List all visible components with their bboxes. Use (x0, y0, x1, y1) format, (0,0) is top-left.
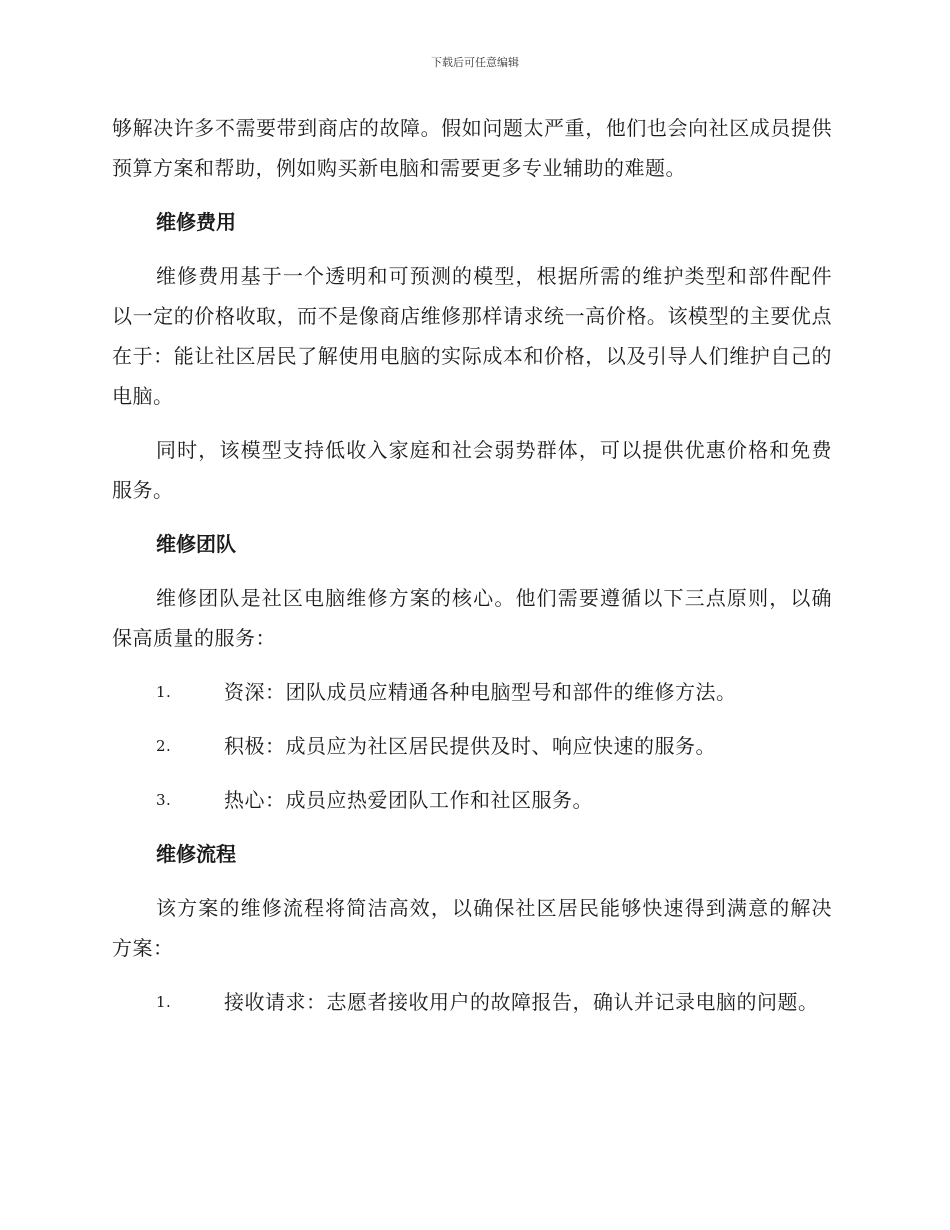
paragraph-cost-model: 维修费用基于一个透明和可预测的模型，根据所需的维护类型和部件配件以一定的价格收取，而不是像商店维修那样请求统一高价格。该模型的主要优点在于：能让社区居民了解使用电脑的实际成本和价格，以及引导人们维护自己的电脑。 (112, 264, 832, 408)
paragraph-intro-continued: 够解决许多不需要带到商店的故障。假如问题太严重，他们也会向社区成员提供预算方案和帮助，例如购买新电脑和需要更多专业辅助的难题。 (112, 116, 832, 180)
document-body (112, 108, 832, 1022)
list-number: 1. (156, 993, 172, 1011)
list-item (112, 982, 832, 1022)
paragraph-team-intro: 维修团队是社区电脑维修方案的核心。他们需要遵循以下三点原则，以确保高质量的服务： (112, 586, 832, 650)
heading-repair-process: 维修流程 (156, 842, 236, 866)
list-number: 3. (156, 791, 172, 809)
list-item (112, 726, 832, 766)
heading-repair-team: 维修团队 (156, 532, 236, 556)
list-text: 热心：成员应热爱团队工作和社区服务。 (224, 788, 593, 812)
list-item (112, 672, 832, 712)
list-text: 资深：团队成员应精通各种电脑型号和部件的维修方法。 (224, 680, 737, 704)
list-number: 2. (156, 737, 172, 755)
page-header-note: 下载后可任意编辑 (431, 56, 519, 69)
heading-repair-cost: 维修费用 (156, 210, 236, 234)
paragraph-process-intro: 该方案的维修流程将简洁高效，以确保社区居民能够快速得到满意的解决方案： (112, 896, 832, 960)
list-number: 1. (156, 683, 172, 701)
list-item (112, 780, 832, 820)
list-text: 积极：成员应为社区居民提供及时、响应快速的服务。 (224, 734, 716, 758)
paragraph-cost-support: 同时，该模型支持低收入家庭和社会弱势群体，可以提供优惠价格和免费服务。 (112, 438, 832, 502)
list-text: 接收请求：志愿者接收用户的故障报告，确认并记录电脑的问题。 (224, 990, 819, 1014)
